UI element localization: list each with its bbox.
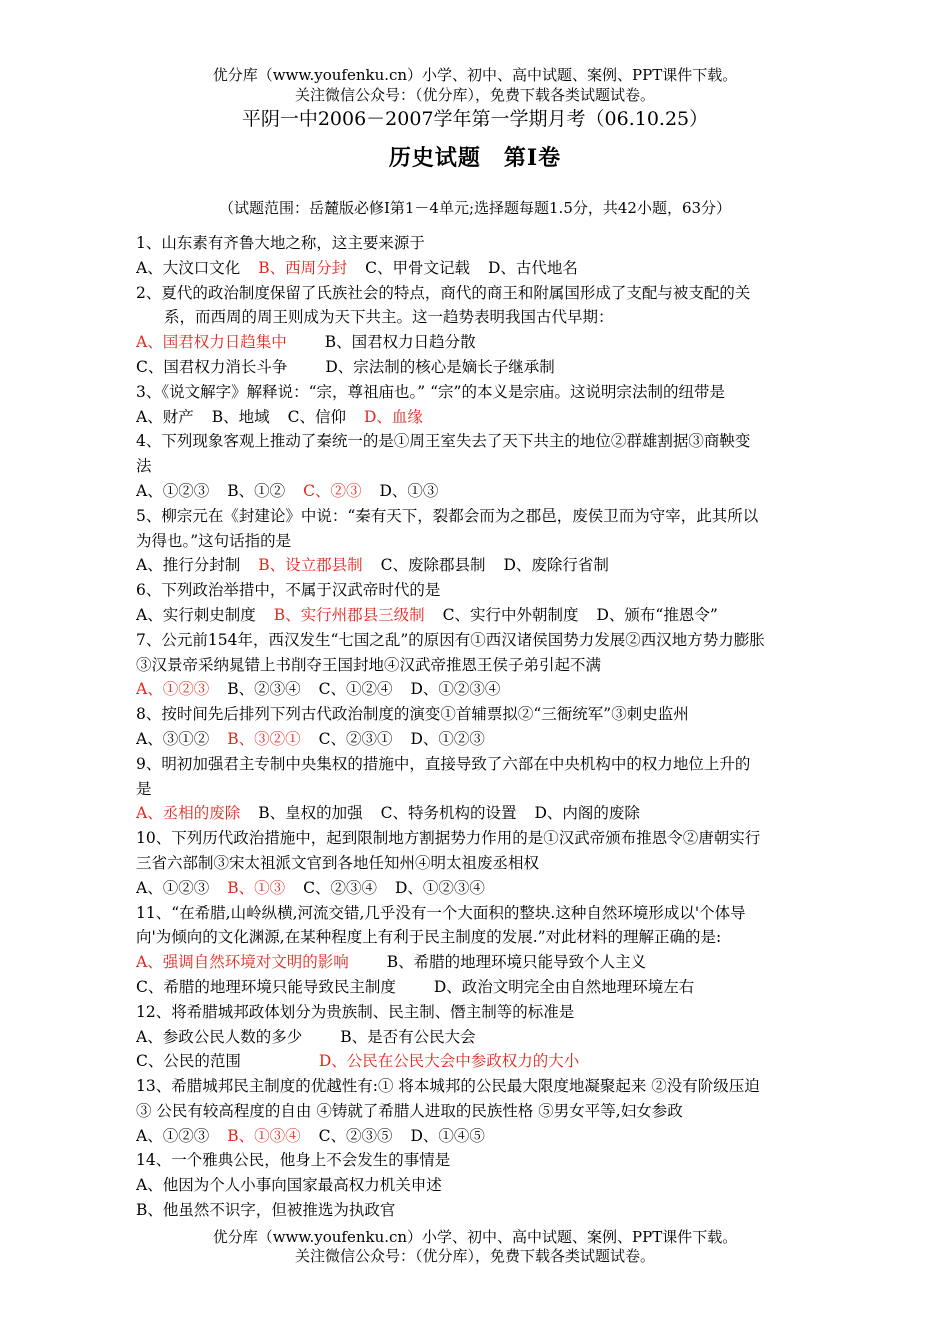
option-text: D、①④⑤ — [410, 1126, 485, 1145]
answer-option: D、公民在公民大会中参政权力的大小 — [318, 1052, 580, 1071]
answer-option: D、血缘 — [363, 407, 423, 426]
question-line — [136, 1074, 816, 1099]
answer-option: B、③②① — [227, 729, 301, 748]
option-line — [136, 479, 816, 504]
question-line — [136, 653, 816, 678]
question-line — [136, 504, 816, 529]
option-text: B、①② — [227, 481, 286, 500]
question-line — [136, 702, 816, 727]
option-text: D、①②③ — [410, 729, 485, 748]
answer-option: B、①③④ — [227, 1126, 301, 1145]
question-text: 10、下列历代政治措施中，起到限制地方割据势力作用的是①汉武帝颁布推恩令②唐朝实行 — [136, 829, 761, 848]
option-text: C、甲骨文记载 — [365, 258, 470, 277]
question-line — [136, 1148, 816, 1173]
question-text: 三省六部制③宋太祖派文官到各地任知州④明太祖废丞相权 — [136, 853, 540, 872]
header-line-2: 关注微信公众号：（优分库），免费下载各类试题试卷。 — [294, 86, 655, 104]
footer-line-2: 关注微信公众号：（优分库），免费下载各类试题试卷。 — [294, 1247, 655, 1265]
question-text: 向'为倾向的文化渊源,在某种程度上有利于民主制度的发展.”对此材料的理解正确的是: — [136, 928, 722, 947]
question-list — [136, 231, 816, 1223]
question-text: 4、下列现象客观上推动了秦统一的是①周王室失去了天下共主的地位②群雄割据③商鞅变 — [136, 432, 751, 451]
question-line — [136, 851, 816, 876]
option-line — [136, 975, 816, 1000]
option-text: B、希腊的地理环境只能导致个人主义 — [386, 953, 647, 972]
question-line — [136, 628, 816, 653]
option-text: C、希腊的地理环境只能导致民主制度 — [136, 977, 396, 996]
option-text: C、②③⑤ — [318, 1126, 393, 1145]
option-line — [136, 727, 816, 752]
question-text: 2、夏代的政治制度保留了氏族社会的特点，商代的商王和附属国形成了支配与被支配的关 — [136, 283, 751, 302]
answer-option: B、设立郡县制 — [258, 556, 363, 575]
question-text: 14、一个雅典公民，他身上不会发生的事情是 — [136, 1151, 451, 1170]
option-text: D、颁布“推恩令” — [596, 605, 718, 624]
question-text: B、他虽然不识字，但被推选为执政官 — [136, 1201, 396, 1220]
option-line — [136, 553, 816, 578]
option-text: D、①③ — [379, 481, 439, 500]
option-text: D、①②③④ — [410, 680, 501, 699]
exam-range: （试题范围：岳麓版必修Ⅰ第1－4单元;选择题每题1.5分，共42小题，63分） — [218, 199, 732, 217]
option-text: C、②③① — [318, 729, 393, 748]
answer-option: A、强调自然环境对文明的影响 — [136, 953, 349, 972]
exam-title: 平阴一中2006－2007学年第一学期月考（06.10.25） — [241, 108, 709, 130]
question-line — [136, 429, 816, 454]
option-text: A、财产 — [136, 407, 194, 426]
question-text: ③汉景帝采纳晁错上书削夺王国封地④汉武帝推恩王侯子弟引起不满 — [136, 655, 602, 674]
answer-option: A、①②③ — [136, 680, 210, 699]
question-text: 13、希腊城邦民主制度的优越性有:① 将本城邦的公民最大限度地凝聚起来 ②没有阶级压迫 — [136, 1077, 760, 1096]
question-text: A、他因为个人小事向国家最高权力机关申述 — [136, 1176, 442, 1195]
question-line — [136, 1099, 816, 1124]
question-line — [136, 1198, 816, 1223]
question-text: 1、山东素有齐鲁大地之称，这主要来源于 — [136, 234, 425, 252]
question-text: 8、按时间先后排列下列古代政治制度的演变①首辅票拟②“三衙统军”③刺史监州 — [136, 705, 689, 724]
option-line — [136, 1025, 816, 1050]
question-line — [136, 281, 816, 306]
question-text: 9、明初加强君主专制中央集权的措施中，直接导致了六部在中央机构中的权力地位上升的 — [136, 754, 751, 773]
question-line — [136, 578, 816, 603]
question-line — [136, 454, 816, 479]
option-line — [136, 256, 816, 281]
option-text: B、皇权的加强 — [258, 804, 363, 823]
answer-option: B、①③ — [227, 878, 286, 897]
option-text: D、宗法制的核心是嫡长子继承制 — [325, 357, 555, 376]
footer-line-1: 优分库（www.youfenku.cn）小学、初中、高中试题、案例、PPT课件下载。 — [212, 1228, 738, 1246]
question-text: 7、公元前154年，西汉发生“七国之乱”的原因有①西汉诸侯国势力发展②西汉地方势力膨胀 — [136, 630, 765, 649]
question-line — [136, 380, 816, 405]
option-line — [136, 1049, 816, 1074]
option-text: D、①②③④ — [394, 878, 485, 897]
option-text: A、参政公民人数的多少 — [136, 1027, 303, 1046]
question-line — [136, 1000, 816, 1025]
option-text: A、推行分封制 — [136, 556, 241, 575]
answer-option: B、实行州郡县三级制 — [273, 605, 425, 624]
option-text: B、②③④ — [227, 680, 301, 699]
option-line — [136, 876, 816, 901]
option-text: A、实行刺史制度 — [136, 605, 256, 624]
question-text: 5、柳宗元在《封建论》中说：“秦有天下，裂都会而为之郡邑，废侯卫而为守宰，此其所以 — [136, 506, 759, 525]
option-text: D、政治文明完全由自然地理环境左右 — [433, 977, 695, 996]
header-line-1: 优分库（www.youfenku.cn）小学、初中、高中试题、案例、PPT课件下载。 — [212, 66, 738, 84]
question-text: 6、下列政治举措中，不属于汉武帝时代的是 — [136, 581, 441, 600]
option-text: A、大汶口文化 — [136, 258, 241, 277]
question-line — [136, 1173, 816, 1198]
option-line — [136, 603, 816, 628]
question-text: 12、将希腊城邦政体划分为贵族制、民主制、僭主制等的标准是 — [136, 1002, 575, 1021]
question-line — [136, 305, 816, 330]
option-text: C、公民的范围 — [136, 1052, 241, 1071]
question-text: 法 — [136, 457, 152, 476]
answer-option: A、国君权力日趋集中 — [136, 333, 287, 352]
question-line — [136, 901, 816, 926]
option-text: C、①②④ — [318, 680, 393, 699]
option-line — [136, 405, 816, 430]
option-text: A、①②③ — [136, 878, 210, 897]
option-text: B、地域 — [211, 407, 270, 426]
option-text: B、国君权力日趋分散 — [324, 333, 476, 352]
option-text: A、③①② — [136, 729, 210, 748]
option-line — [136, 330, 816, 355]
option-text: C、信仰 — [287, 407, 346, 426]
question-text: 3、《说文解字》解释说：“宗，尊祖庙也。” “宗”的本义是宗庙。这说明宗法制的纽带是 — [136, 382, 725, 401]
question-line — [136, 752, 816, 777]
option-text: D、内阁的废除 — [534, 804, 640, 823]
option-text: A、①②③ — [136, 481, 210, 500]
option-text: C、实行中外朝制度 — [442, 605, 579, 624]
question-text: 系，而西周的周王则成为天下共主。这一趋势表明我国古代早期： — [164, 308, 614, 327]
answer-option: A、丞相的废除 — [136, 804, 241, 823]
option-text: C、国君权力消长斗争 — [136, 357, 288, 376]
answer-option: B、西周分封 — [258, 258, 348, 277]
question-line — [136, 231, 816, 256]
option-line — [136, 355, 816, 380]
option-line — [136, 801, 816, 826]
question-text: 为得也。”这句话指的是 — [136, 531, 292, 550]
question-line — [136, 777, 816, 802]
option-text: C、特务机构的设置 — [380, 804, 517, 823]
option-line — [136, 1124, 816, 1149]
question-line — [136, 826, 816, 851]
question-text: 11、“在希腊,山岭纵横,河流交错,几乎没有一个大面积的整块.这种自然环境形成以'个体导 — [136, 903, 746, 922]
option-text: C、②③④ — [303, 878, 377, 897]
question-line — [136, 529, 816, 554]
exam-subtitle: 历史试题 第Ⅰ卷 — [388, 145, 562, 171]
option-line — [136, 677, 816, 702]
question-text: ③ 公民有较高程度的自由 ④铸就了希腊人进取的民族性格 ⑤男女平等,妇女参政 — [136, 1101, 683, 1120]
answer-option: C、②③ — [303, 481, 362, 500]
option-text: C、废除郡县制 — [380, 556, 486, 575]
option-line — [136, 950, 816, 975]
option-text: B、是否有公民大会 — [340, 1027, 476, 1046]
option-text: D、废除行省制 — [503, 556, 609, 575]
question-text: 是 — [136, 779, 152, 798]
option-text: D、古代地名 — [487, 258, 578, 277]
option-text: A、①②③ — [136, 1126, 210, 1145]
question-line — [136, 925, 816, 950]
